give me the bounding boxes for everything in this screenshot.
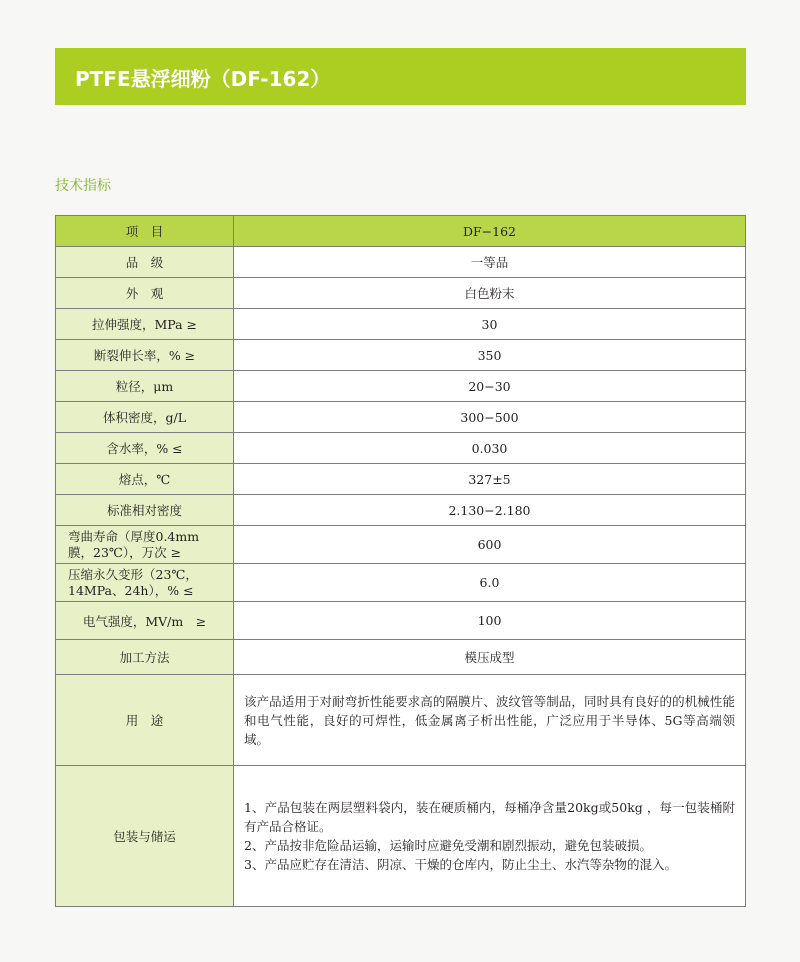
packaging-line: 1、产品包装在两层塑料袋内，装在硬质桶内，每桶净含量20kg或50kg ，每一包装桶附有产品合格证。 xyxy=(244,800,735,834)
row-label: 粒径，μm xyxy=(56,371,234,402)
table-row xyxy=(56,309,746,340)
row-label: 标准相对密度 xyxy=(56,495,234,526)
table-row xyxy=(56,526,746,564)
row-label-line: 压缩永久变形（23℃， xyxy=(68,566,198,582)
row-value: 350 xyxy=(234,340,746,371)
row-value: 327±5 xyxy=(234,464,746,495)
row-label: 拉伸强度，MPa ≥ xyxy=(56,309,234,340)
table-row xyxy=(56,278,746,309)
row-label xyxy=(56,526,234,564)
row-value: 100 xyxy=(234,602,746,640)
row-label xyxy=(56,564,234,602)
table-row xyxy=(56,564,746,602)
packaging-line: 2、产品按非危险品运输，运输时应避免受潮和剧烈振动，避免包装破损。 xyxy=(244,838,652,853)
row-label-line: 弯曲寿命（厚度0.4mm xyxy=(68,528,200,544)
row-value: 30 xyxy=(234,309,746,340)
spec-table xyxy=(55,215,746,907)
table-row-packaging xyxy=(56,766,746,907)
row-value: 0.030 xyxy=(234,433,746,464)
table-header-row xyxy=(56,216,746,247)
page-title: PTFE悬浮细粉（DF-162） xyxy=(75,67,331,91)
row-label: 电气强度，MV/m ≥ xyxy=(56,602,234,640)
table-row xyxy=(56,371,746,402)
packaging-text xyxy=(234,766,746,907)
table-row xyxy=(56,340,746,371)
section-heading: 技术指标 xyxy=(55,178,111,194)
header-value: DF−162 xyxy=(234,216,746,247)
packaging-line: 3、产品应贮存在清洁、阴凉、干燥的仓库内，防止尘土、水汽等杂物的混入。 xyxy=(244,857,677,872)
usage-text: 该产品适用于对耐弯折性能要求高的隔膜片、波纹管等制品，同时具有良好的的机械性能和电气性能，良好的可焊性，低金属离子析出性能，广泛应用于半导体、5G等高端领域。 xyxy=(234,675,746,766)
table-row xyxy=(56,464,746,495)
row-label: 断裂伸长率，% ≥ xyxy=(56,340,234,371)
row-label: 体积密度，g/L xyxy=(56,402,234,433)
row-value: 20−30 xyxy=(234,371,746,402)
table-row xyxy=(56,402,746,433)
row-value: 白色粉末 xyxy=(234,278,746,309)
row-value: 300−500 xyxy=(234,402,746,433)
table-row xyxy=(56,495,746,526)
row-value: 一等品 xyxy=(234,247,746,278)
row-label-line: 14MPa、24h），% ≤ xyxy=(68,582,194,598)
row-value: 600 xyxy=(234,526,746,564)
table-row xyxy=(56,602,746,640)
row-label: 含水率，% ≤ xyxy=(56,433,234,464)
packaging-label: 包装与储运 xyxy=(56,766,234,907)
row-label: 外 观 xyxy=(56,278,234,309)
row-value: 2.130−2.180 xyxy=(234,495,746,526)
table-row xyxy=(56,640,746,675)
table-row-usage xyxy=(56,675,746,766)
table-row xyxy=(56,247,746,278)
row-label-line: 膜，23℃），万次 ≥ xyxy=(68,544,182,560)
row-value: 模压成型 xyxy=(234,640,746,675)
row-value: 6.0 xyxy=(234,564,746,602)
title-bar xyxy=(55,48,746,105)
row-label: 加工方法 xyxy=(56,640,234,675)
row-label: 熔点，℃ xyxy=(56,464,234,495)
usage-label: 用 途 xyxy=(56,675,234,766)
row-label: 品 级 xyxy=(56,247,234,278)
table-row xyxy=(56,433,746,464)
header-label: 项 目 xyxy=(56,216,234,247)
